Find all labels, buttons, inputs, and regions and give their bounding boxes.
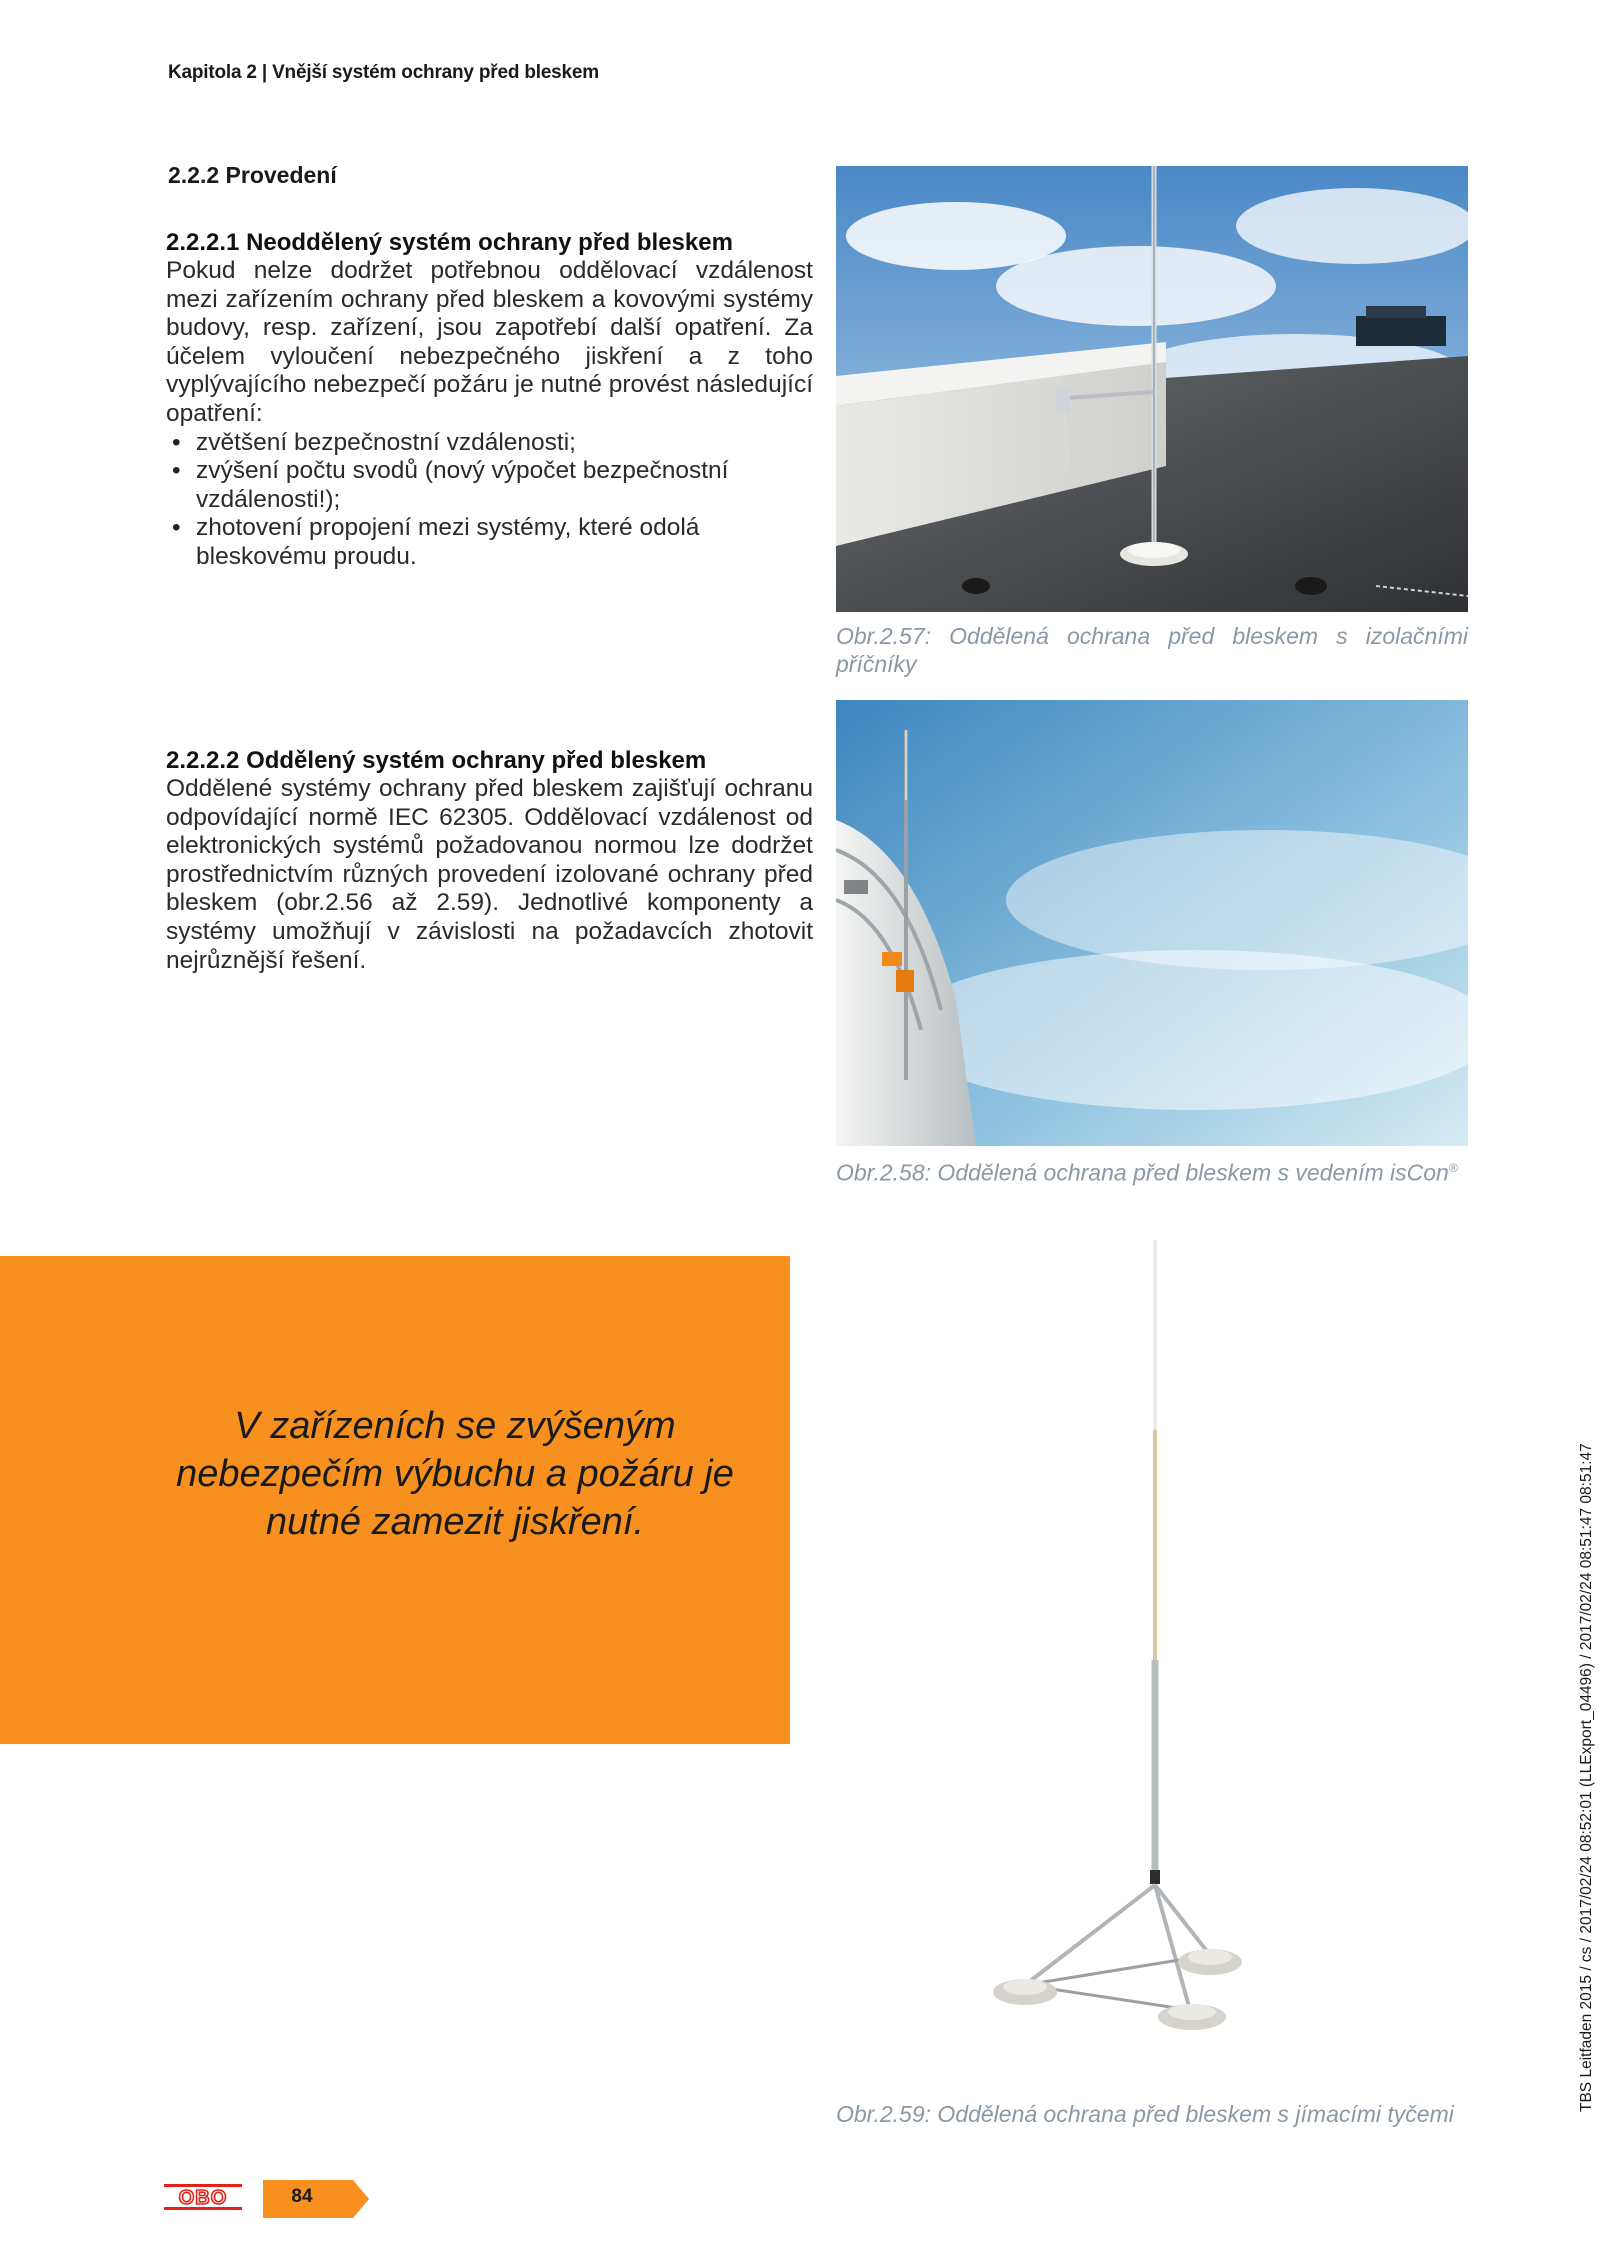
subsection-separated — [166, 746, 813, 975]
figure-photo-iscon — [836, 700, 1468, 1146]
obo-logo — [164, 2184, 242, 2210]
obo-logo-mark — [164, 2184, 242, 2210]
list-item: • zvýšení počtu svodů (nový výpočet bezpečnostní vzdálenosti!); — [196, 457, 813, 514]
section-title: 2.2.2 Provedení — [168, 162, 337, 188]
vertical-meta-text: TBS Leitfaden 2015 / cs / 2017/02/24 08:52:01 (LLExport_04496) / 2017/02/24 08:51:47 08:51:47 — [1578, 1443, 1595, 2112]
list-item: • zhotovení propojení mezi systémy, které odolá bleskovému proudu. — [196, 514, 813, 571]
page-number-tab — [263, 2180, 369, 2218]
paragraph: Pokud nelze dodržet potřebnou oddělovací vzdálenost mezi zařízením ochrany před bleskem a kovovými systémy budovy, resp. zařízení, jsou zapotřebí další opatření. Za účelem vyloučení nebezpečného jiskření a z toho vyplývajícího nebezpečí požáru je nutné provést následující opatření: — [166, 257, 813, 427]
figure-caption: Obr.2.57: Oddělená ochrana před bleskem s izolačními příčníky — [836, 623, 1468, 677]
roof-photo-illustration — [836, 166, 1468, 612]
callout-quote: V zařízeních se zvýšeným nebezpečím výbuchu a požáru je nutné zamezit jiskření. — [176, 1405, 734, 1543]
subsection-title: 2.2.2.2 Oddělený systém ochrany před bleskem — [166, 747, 707, 774]
figure-caption: Obr.2.58: Oddělená ochrana před bleskem s vedením isCon® — [836, 1159, 1458, 1186]
figure-caption: Obr.2.59: Oddělená ochrana před bleskem s jímacími tyčemi — [836, 2101, 1454, 2127]
paragraph: Oddělené systémy ochrany před bleskem zajišťují ochranu odpovídající normě IEC 62305. Oddělovací vzdálenost od elektronických systémů požadovanou normou lze dodržet prostřednictvím různých provedení izolované ochrany před bleskem (obr.2.56 až 2.59). Jednotlivé komponenty a systémy umožňují v závislosti na požadavcích zhotovit nejrůznější řešení. — [166, 775, 813, 974]
figure-photo-roof-spacers — [836, 166, 1468, 612]
tripod-mast-illustration — [980, 1230, 1280, 2030]
list-item: • zvětšení bezpečnostní vzdálenosti; — [196, 429, 813, 458]
iscon-photo-illustration — [836, 700, 1468, 1146]
figure-photo-tripod-mast — [980, 1230, 1280, 2030]
subsection-non-separated — [166, 228, 813, 572]
svg-text:OBO: OBO — [178, 2187, 228, 2209]
running-header: Kapitola 2 | Vnější systém ochrany před bleskem — [168, 62, 599, 83]
subsection-title: 2.2.2.1 Neoddělený systém ochrany před bleskem — [166, 229, 733, 256]
bullet-list — [166, 429, 813, 572]
page-number: 84 — [291, 2186, 313, 2207]
